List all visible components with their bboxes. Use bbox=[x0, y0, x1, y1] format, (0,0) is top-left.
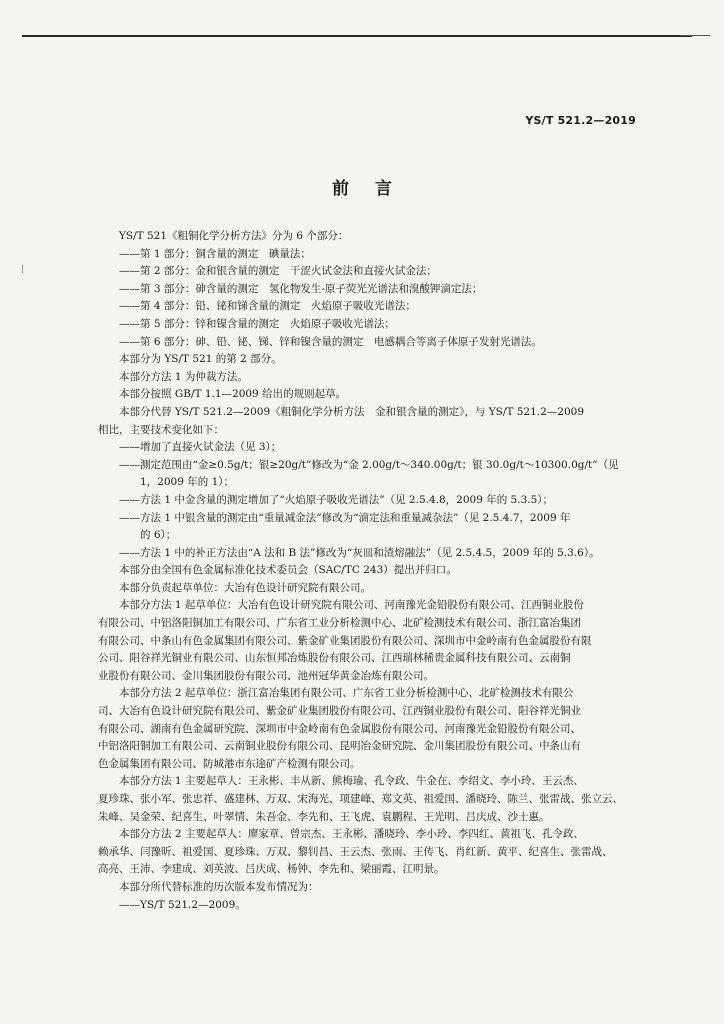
paragraph-line: 本部分代替 YS/T 521.2—2009《粗铜化学分析方法 金和银含量的测定》，与 YS/T 521.2—2009 bbox=[119, 405, 584, 418]
part-list-item: ——第 2 部分：金和银含量的测定 干涩火试金法和直接火试金法； bbox=[119, 265, 437, 278]
paragraph-line: 本部分方法 1 起草单位：大冶有色设计研究院有限公司、河南豫光金铅股份有限公司、江西铜业股份 bbox=[119, 599, 584, 612]
paragraph-line: 有限公司、中条山有色金属集团有限公司、紫金矿业集团股份有限公司、深圳市中金岭南有色金属股份有限 bbox=[98, 634, 592, 647]
header-rule bbox=[22, 35, 692, 37]
change-list-item: ——方法 1 中银含量的测定由“重量减金法”修改为“滴定法和重量减杂法”（见 2.5.4.7，2009 年 bbox=[119, 511, 571, 524]
page-title: 前言 bbox=[332, 179, 418, 199]
paragraph-line: 有限公司、中铝洛阳铜加工有限公司、广东省工业分析检测中心、北矿检测技术有限公司、浙江富冶集团 bbox=[98, 617, 581, 630]
history-list-item: ——YS/T 521.2—2009。 bbox=[119, 898, 246, 911]
paragraph-line: 本部分方法 1 为仲裁方法。 bbox=[119, 370, 248, 383]
margin-mark bbox=[22, 265, 23, 273]
paragraph-line: 朱峰、吴金荣、纪喜生、叶翠情、朱吾金、李先和、王飞虎、袁鹏程、王光明、吕庆成、沙士惠。 bbox=[98, 810, 550, 823]
paragraph-line: 相比，主要技术变化如下： bbox=[98, 423, 224, 436]
paragraph-line: 赖承华、闫豫昕、祖爱国、夏珍珠、万双、黎钊昌、王云杰、张雨、王传飞、肖红新、黄平、纪喜生、张雷战、 bbox=[98, 845, 613, 858]
paragraph-line: 高亮、王沛、李建成、刘英波、吕庆成、杨钟、李先和、梁丽霞、江明景。 bbox=[98, 863, 445, 876]
paragraph-line: 本部分按照 GB/T 1.1—2009 给出的规则起草。 bbox=[119, 388, 347, 401]
change-list-item-continued: 的 6）； bbox=[140, 529, 177, 542]
paragraph-line: 本部分由全国有色金属标准化技术委员会（SAC/TC 243）提出并归口。 bbox=[119, 564, 457, 577]
part-list-item: ——第 3 部分：砷含量的测定 氢化物发生-原子荧光光谱法和溴酸钾滴定法； bbox=[119, 282, 483, 295]
paragraph-line: 本部分负责起草单位：大冶有色设计研究院有限公司。 bbox=[119, 581, 371, 594]
paragraph-line: 色金属集团有限公司、防城港市东途矿产检测有限公司。 bbox=[98, 757, 361, 770]
paragraph-line: 司、大冶有色设计研究院有限公司、紫金矿业集团股份有限公司、江西铜业股份有限公司、阳谷祥光铜业 bbox=[98, 705, 581, 718]
paragraph-line: 本部分方法 1 主要起草人：王永彬、丰从新、熊梅瑜、孔令政、牛金在、李绍文、李小玲、王云杰、 bbox=[119, 775, 584, 788]
part-list-item: ——第 6 部分：砷、铅、铋、锑、锌和镍含量的测定 电感耦合等离子体原子发射光谱法。 bbox=[119, 335, 542, 348]
paragraph-line: 公司、阳谷祥光铜业有限公司、山东恒邦冶炼股份有限公司、江西瑞林稀贵金属科技有限公司、云南铜 bbox=[98, 652, 571, 665]
part-list-item: ——第 4 部分：铅、铋和锑含量的测定 火焰原子吸收光谱法； bbox=[119, 300, 416, 313]
foreword-body bbox=[98, 228, 646, 914]
change-list-item-continued: 1，2009 年的 1）； bbox=[140, 476, 235, 489]
change-list-item: ——方法 1 中金含量的测定增加了“火焰原子吸收光谱法”（见 2.5.4.8，2009 年的 5.3.5）； bbox=[119, 493, 554, 506]
paragraph-line: 中铝洛阳铜加工有限公司、云南铜业股份有限公司、昆明冶金研究院、金川集团股份有限公司、中条山有 bbox=[98, 740, 581, 753]
paragraph-line: 夏珍珠、张小军、张忠祥、盛建林、万双、宋海光、项建峰、郑文英、祖爱国、潘晓玲、陈兰、张雷战、张立云、 bbox=[98, 793, 623, 805]
part-list-item: ——第 1 部分：铜含量的测定 碘量法； bbox=[119, 247, 311, 260]
standard-number: YS/T 521.2—2019 bbox=[525, 114, 636, 127]
paragraph-line: 业股份有限公司、金川集团股份有限公司、池州冠华黄金冶炼有限公司。 bbox=[98, 669, 434, 682]
paragraph-line: 本部分为 YS/T 521 的第 2 部分。 bbox=[119, 353, 282, 366]
header-rule-tail bbox=[680, 35, 710, 36]
paragraph-line: 本部分方法 2 主要起草人：廖家章、曾宗杰、王永彬、潘晓玲、李小玲、李四红、黄祖飞、孔令政、 bbox=[119, 828, 584, 841]
change-list-item: ——测定范围由“金≥0.5g/t；银≥20g/t”修改为“金 2.00g/t～340.00g/t；银 30.0g/t～10300.0g/t”（见 bbox=[119, 458, 619, 471]
paragraph-line: 本部分所代替标准的历次版本发布情况为： bbox=[119, 880, 319, 893]
part-list-item: ——第 5 部分：锌和镍含量的测定 火焰原子吸收光谱法； bbox=[119, 317, 395, 330]
change-list-item: ——方法 1 中的补正方法由“A 法和 B 法”修改为“灰皿和渣熔融法”（见 2.5.4.5，2009 年的 5.3.6）。 bbox=[119, 546, 600, 559]
change-list-item: ——增加了直接火试金法（见 3）； bbox=[119, 441, 282, 454]
paragraph-line: 有限公司、湖南有色金属研究院、深圳市中金岭南有色金属股份有限公司、河南豫光金铅股份有限公司、 bbox=[98, 722, 581, 735]
intro-line: YS/T 521《粗铜化学分析方法》分为 6 个部分： bbox=[119, 230, 349, 242]
paragraph-line: 本部分方法 2 起草单位：浙江富冶集团有限公司、广东省工业分析检测中心、北矿检测技术有限公 bbox=[119, 687, 574, 700]
